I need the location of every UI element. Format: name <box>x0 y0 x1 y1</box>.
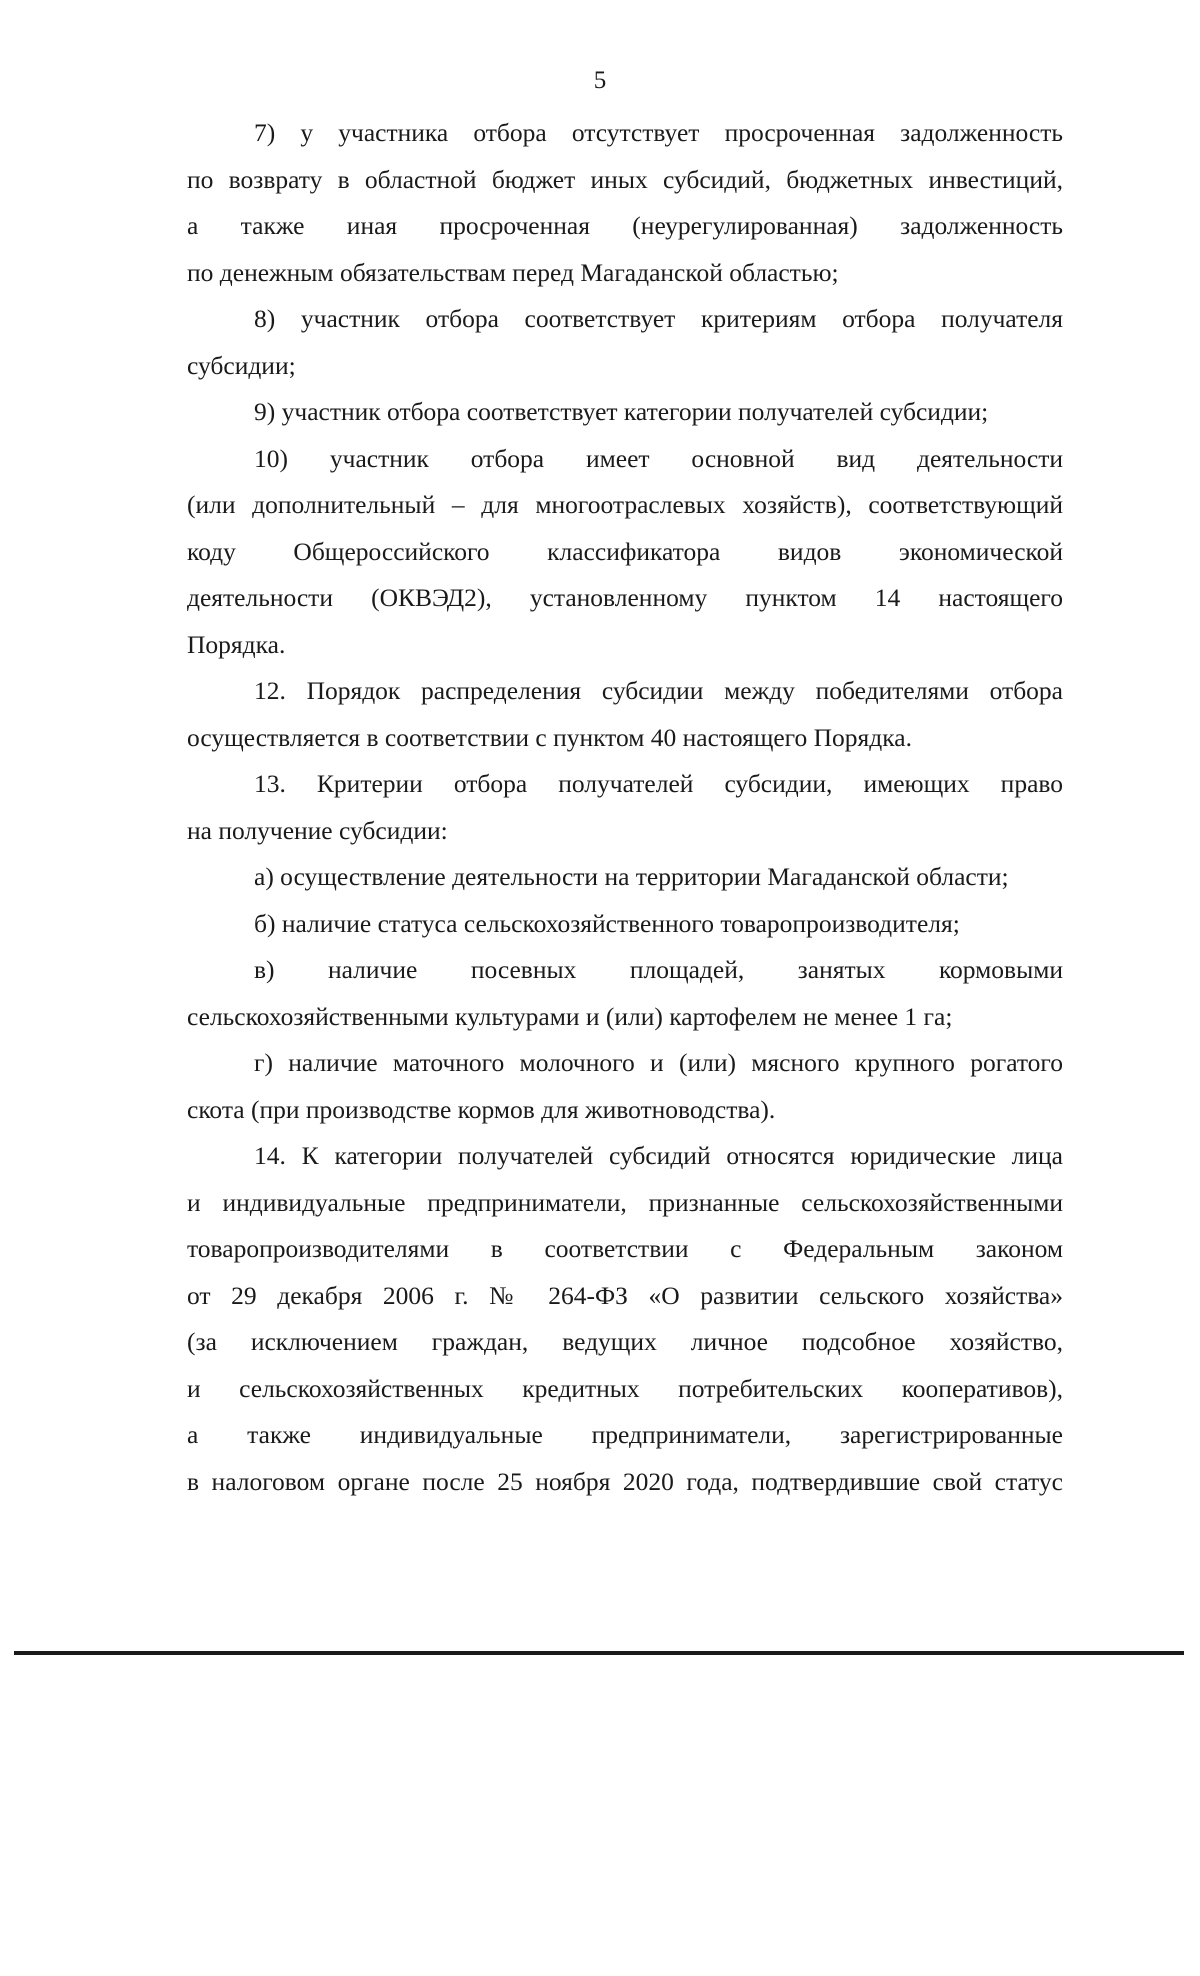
page-number: 5 <box>593 67 607 94</box>
paragraph <box>187 436 1063 669</box>
text-line: 8) участник отбора соответствует критериям отбора получателя <box>254 304 1063 333</box>
text-line: 7) у участника отбора отсутствует просроченная задолженность <box>254 118 1063 147</box>
text-line: г) наличие маточного молочного и (или) мясного крупного рогатого <box>254 1048 1063 1077</box>
text-line: коду Общероссийского классификатора видов экономической <box>187 536 1063 566</box>
paragraph <box>187 110 1063 296</box>
paragraph <box>187 761 1063 854</box>
text-line: (за исключением граждан, ведущих личное подсобное хозяйство, <box>187 1327 1063 1356</box>
text-line: скота (при производстве кормов для животноводства). <box>187 1094 776 1124</box>
paragraph <box>187 668 1063 761</box>
text-line: б) наличие статуса сельскохозяйственного товаропроизводителя; <box>254 908 960 938</box>
text-line: 9) участник отбора соответствует категории получателей субсидии; <box>254 397 989 426</box>
page-separator-line <box>14 1651 1184 1655</box>
text-line: в) наличие посевных площадей, занятых кормовыми <box>254 955 1063 984</box>
paragraph <box>187 389 1063 436</box>
text-line: на получение субсидии: <box>187 815 448 845</box>
text-line: товаропроизводителями в соответствии с Федеральным законом <box>187 1234 1063 1263</box>
text-line: 14. К категории получателей субсидий относятся юридические лица <box>254 1141 1063 1170</box>
paragraph <box>187 854 1063 901</box>
text-line: и индивидуальные предприниматели, признанные сельскохозяйственными <box>187 1187 1063 1217</box>
text-line: Порядка. <box>187 629 286 659</box>
text-line: 12. Порядок распределения субсидии между победителями отбора <box>254 676 1063 705</box>
text-line: 13. Критерии отбора получателей субсидии, имеющих право <box>254 769 1063 798</box>
text-line: по возврату в областной бюджет иных субсидий, бюджетных инвестиций, <box>187 164 1063 194</box>
text-line: 10) участник отбора имеет основной вид деятельности <box>254 443 1063 473</box>
text-line: (или дополнительный – для многоотраслевых хозяйств), соответствующий <box>187 490 1063 519</box>
text-line: субсидии; <box>187 350 296 380</box>
paragraph <box>187 1040 1063 1133</box>
paragraph <box>187 296 1063 389</box>
text-line: а также иная просроченная (неурегулированная) задолженность <box>187 211 1063 240</box>
text-line: по денежным обязательствам перед Магаданской областью; <box>187 257 839 287</box>
text-line: от 29 декабря 2006 г. № 264-ФЗ «О развитии сельского хозяйства» <box>187 1280 1063 1310</box>
paragraph <box>187 947 1063 1040</box>
text-line: а также индивидуальные предприниматели, зарегистрированные <box>187 1420 1063 1449</box>
paragraph <box>187 901 1063 948</box>
text-line: осуществляется в соответствии с пунктом 40 настоящего Порядка. <box>187 722 912 752</box>
text-line: а) осуществление деятельности на территории Магаданской области; <box>254 862 1009 891</box>
text-line: и сельскохозяйственных кредитных потребительских кооперативов), <box>187 1373 1063 1403</box>
text-line: деятельности (ОКВЭД2), установленному пунктом 14 настоящего <box>187 583 1063 612</box>
text-line: сельскохозяйственными культурами и (или) картофелем не менее 1 га; <box>187 1001 953 1031</box>
document-body <box>187 110 1063 1505</box>
paragraph <box>187 1133 1063 1505</box>
text-line: в налоговом органе после 25 ноября 2020 года, подтвердившие свой статус <box>187 1466 1063 1496</box>
